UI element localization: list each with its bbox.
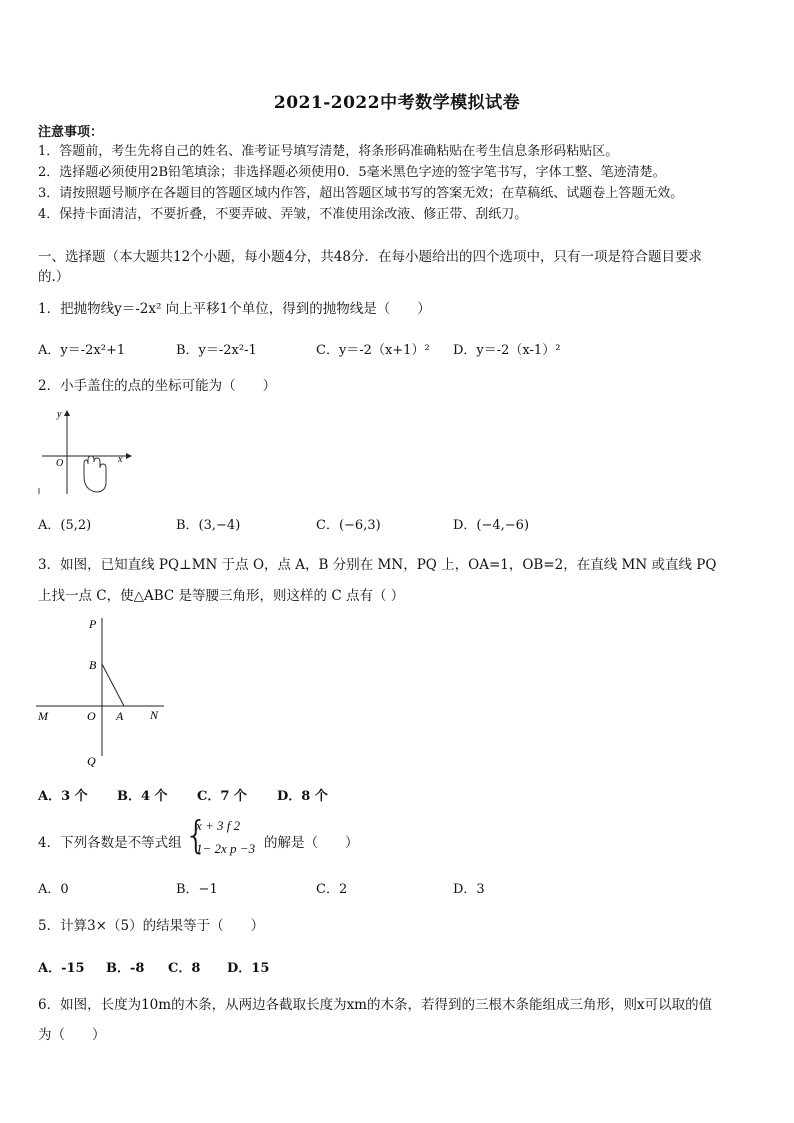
q2-option-a[interactable]: A．(5,2) [38, 518, 92, 533]
y-axis-label: y [57, 409, 62, 420]
question-3-stem: 3．如图，已知直线 PQ⊥MN 于点 O，点 A，B 分别在 MN，PQ 上，OA=1，OB=2，在直线 MN 或直线 PQ [38, 557, 717, 573]
q1-option-d[interactable]: D．y＝-2（x-1）² [453, 343, 561, 358]
page-title: 2021-2022中考数学模拟试卷 [273, 93, 521, 113]
label-a: A [116, 709, 124, 723]
notice-heading: 注意事项： [38, 125, 104, 140]
x-axis-label: x [118, 454, 123, 465]
question-1-stem: 1．把抛物线y＝-2x² 向上平移1个单位，得到的抛物线是（ ） [38, 301, 431, 317]
question-4-stem: 4．下列各数是不等式组 [38, 835, 182, 851]
q3-option-b[interactable]: B．4 个 [117, 789, 168, 804]
q3-option-a[interactable]: A．3 个 [38, 789, 88, 804]
question-5-stem: 5．计算3×（5）的结果等于（ ） [38, 918, 265, 934]
label-b: B [89, 658, 97, 672]
hand-icon [84, 456, 106, 492]
section-heading: 一、选择题（本大题共12个小题，每小题4分，共48分．在每小题给出的四个选项中，只有一项是符合题目要求 [38, 249, 702, 265]
notice-item: 2．选择题必须使用2B铅笔填涂；非选择题必须使用0．5毫米黑色字迹的签字笔书写，字体工整、笔迹清楚。 [38, 165, 666, 180]
x-axis-arrow-icon [126, 453, 132, 459]
label-n: N [150, 708, 159, 722]
q5-option-b[interactable]: B．-8 [106, 961, 145, 976]
q3-perpendicular-lines-figure [34, 612, 170, 772]
inequality-2: 1− 2x p −3 [196, 841, 256, 856]
origin-label: O [56, 458, 64, 469]
question-4-stem-cont: 的解是（ ） [264, 835, 359, 851]
q4-option-b[interactable]: B．−1 [176, 882, 218, 897]
q5-option-a[interactable]: A．-15 [38, 961, 85, 976]
section-heading-cont: 的.） [38, 269, 70, 285]
q4-option-a[interactable]: A．0 [38, 882, 69, 897]
question-6-stem-cont: 为（ ） [38, 1027, 106, 1043]
question-6-stem: 6．如图，长度为10m的木条，从两边各截取长度为xm的木条，若得到的三根木条能组成三角形，则x可以取的值 [38, 997, 713, 1013]
q2-coordinate-figure [34, 404, 138, 500]
q2-option-d[interactable]: D．(−4,−6) [453, 518, 530, 533]
q3-option-c[interactable]: C．7 个 [197, 789, 247, 804]
question-2-stem: 2．小手盖住的点的坐标可能为（ ） [38, 378, 277, 394]
q1-option-b[interactable]: B．y＝-2x²-1 [176, 343, 257, 358]
label-m: M [38, 709, 48, 723]
q2-option-b[interactable]: B．(3,−4) [176, 518, 241, 533]
label-o: O [87, 709, 96, 723]
q4-option-d[interactable]: D．3 [453, 882, 485, 897]
label-p: P [89, 617, 97, 631]
q3-option-d[interactable]: D．8 个 [277, 789, 328, 804]
q1-option-c[interactable]: C．y＝-2（x+1）² [316, 343, 430, 358]
y-axis-arrow-icon [64, 410, 70, 416]
notice-item: 3．请按照题号顺序在各题目的答题区域内作答，超出答题区域书写的答案无效；在草稿纸、试题卷上答题无效。 [38, 186, 684, 201]
label-q: Q [87, 754, 96, 768]
inequality-1: x + 3 f 2 [196, 818, 241, 833]
q5-option-d[interactable]: D．15 [227, 961, 270, 976]
notice-item: 1．答题前，考生先将自己的姓名、准考证号填写清楚，将条形码准确粘贴在考生信息条形码粘贴区。 [38, 144, 619, 159]
segment-ab [102, 664, 124, 706]
q1-option-a[interactable]: A．y＝-2x²+1 [38, 343, 126, 358]
q2-option-c[interactable]: C．(−6,3) [316, 518, 381, 533]
q5-option-c[interactable]: C．8 [168, 961, 201, 976]
notice-item: 4．保持卡面清洁，不要折叠，不要弄破、弄皱，不准使用涂改液、修正带、刮纸刀。 [38, 207, 528, 222]
q4-option-c[interactable]: C．2 [316, 882, 348, 897]
question-3-stem-cont: 上找一点 C，使△ABC 是等腰三角形，则这样的 C 点有（ ） [38, 588, 405, 604]
system-brace: { [184, 813, 209, 857]
